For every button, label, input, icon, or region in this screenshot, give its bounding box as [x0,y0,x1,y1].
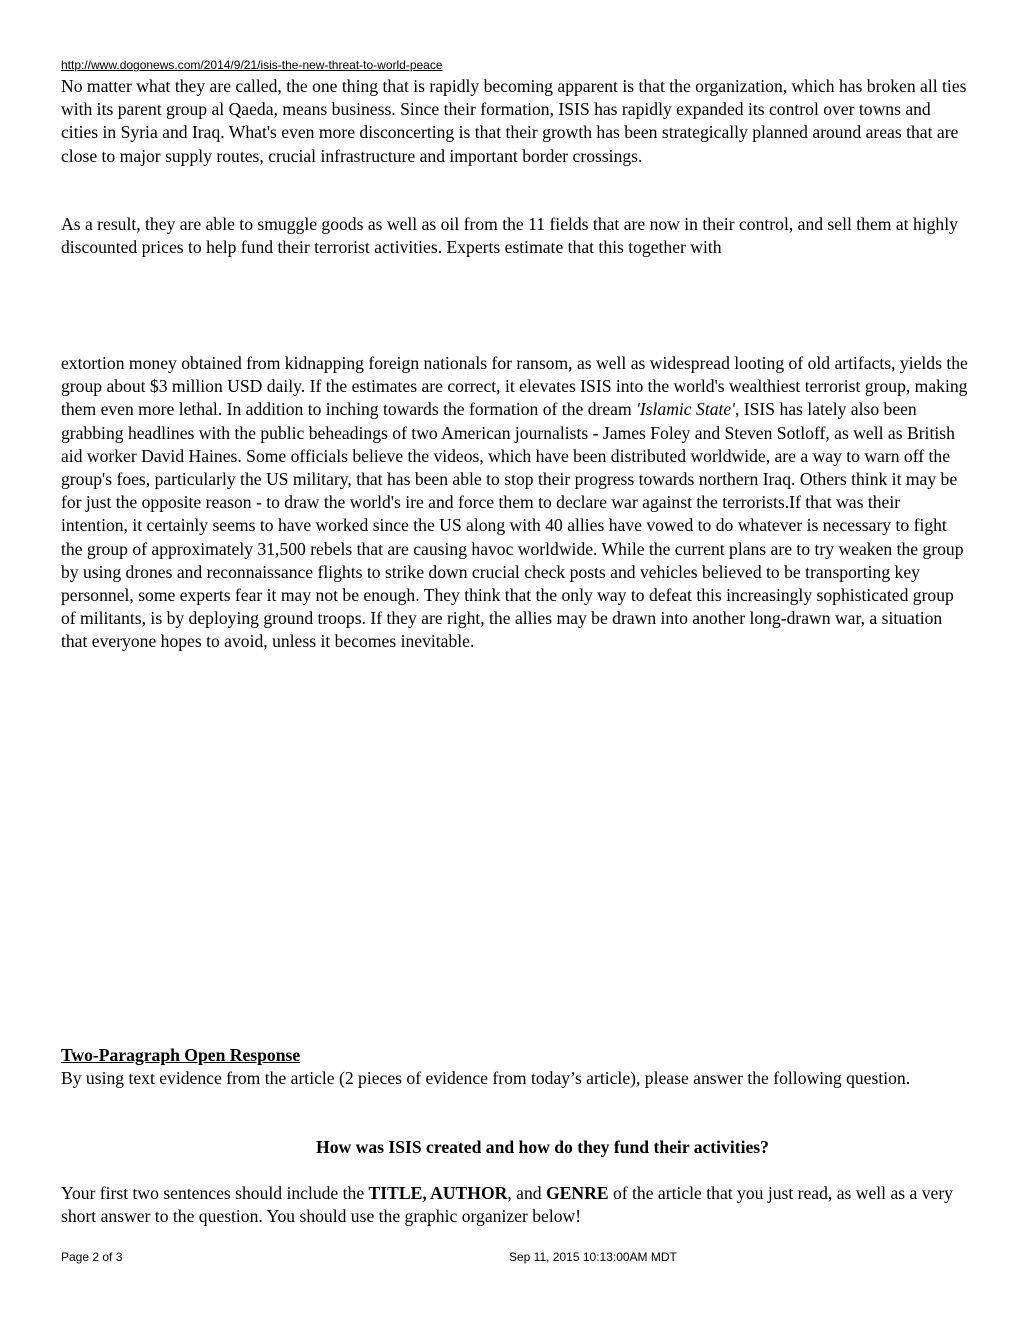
assignment-instructions: By using text evidence from the article (2 pieces of evidence from today’s article), please answer the following question. [61,1068,911,1088]
assignment-question: How was ISIS created and how do they fund their activities? [316,1137,769,1157]
guidance-text-1: Your first two sentences should include the [61,1183,369,1203]
paragraph-3-text-end: , ISIS has lately also been grabbing headlines with the public beheadings of two American journalists - James Foley and Steven Sotloff, as well as British aid worker David Haines. Some officials believe the videos, which have been distributed worldwide, are a way to warn off the group's foes, particularly the US military, that has been able to stop their progress towards northern Iraq. Others think it may be for just the opposite reason - to draw the world's ire and force them to declare war against the terrorists.If that was their intention, it certainly seems to have worked since the US along with 40 allies have vowed to do whatever is necessary to fight the group of approximately 31,500 rebels that are causing havoc worldwide. While the current plans are to try weaken the group by using drones and reconnaissance flights to strike down crucial check posts and vehicles believed to be transporting key personnel, some experts fear it may not be enough. They think that the only way to defeat this increasingly sophisticated group of militants, is by deploying ground troops. If they are right, the allies may be drawn into another long-drawn war, a situation that everyone hopes to avoid, unless it becomes inevitable. [61,399,964,652]
article-paragraph-1: No matter what they are called, the one thing that is rapidly becoming apparent is that the organization, which has broken all ties with its parent group al Qaeda, means business. Since their formation, ISIS has rapidly expanded its control over towns and cities in Syria and Iraq. What's even more disconcerting is that their growth has been strategically planned around areas that are close to major supply routes, crucial infrastructure and important border crossings. [61,76,967,166]
open-response-heading: Two-Paragraph Open Response [61,1045,301,1065]
print-timestamp: Sep 11, 2015 10:13:00AM MDT [509,1250,677,1264]
guidance-genre: GENRE [545,1183,609,1203]
guidance-text-3: of the article that you just read, as well as a very short answer to the question. You should use the graphic organizer below! [61,1183,953,1227]
page-number: Page 2 of 3 [61,1250,123,1264]
assignment-guidance [61,1182,971,1228]
guidance-text-2: , and [507,1183,546,1203]
article-paragraph-3 [61,352,971,654]
islamic-state-term: 'Islamic State' [636,399,735,420]
guidance-title-author: TITLE, AUTHOR [368,1183,508,1203]
article-paragraph-2: As a result, they are able to smuggle goods as well as oil from the 11 fields that are now in their control, and sell them at highly discounted prices to help fund their terrorist activities. Experts estimate that this together with [61,214,958,258]
paragraph-3-text-start: extortion money obtained from kidnapping foreign nationals for ransom, as well as widespread looting of old artifacts, yields the group about $3 million USD daily. If the estimates are correct, it elevates ISIS into the world's wealthiest terrorist group, making them even more lethal. In addition to inching towards the formation of the dream [61,353,968,420]
source-url-link[interactable]: http://www.dogonews.com/2014/9/21/isis-the-new-threat-to-world-peace [61,58,443,72]
